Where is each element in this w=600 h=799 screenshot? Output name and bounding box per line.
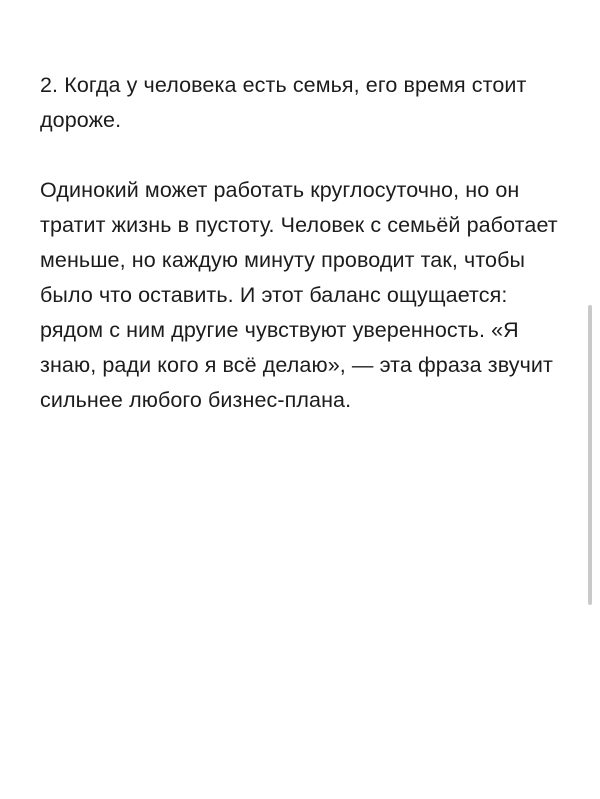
paragraph-body: Одинокий может работать круглосуточно, но он тратит жизнь в пустоту. Человек с семьёй работает меньше, но каждую минуту проводит так, чтобы было что оставить. И этот баланс ощущается: рядом с ним другие чувствуют уверенность. «Я знаю, ради кого я всё делаю», — эта фраза звучит сильнее любого бизнес-плана. — [40, 178, 564, 412]
scrollbar-thumb[interactable] — [588, 305, 592, 605]
document-content — [40, 68, 564, 418]
scrollbar-track[interactable] — [592, 0, 596, 799]
paragraph-heading: 2. Когда у человека есть семья, его время стоит дороже. — [40, 73, 533, 132]
